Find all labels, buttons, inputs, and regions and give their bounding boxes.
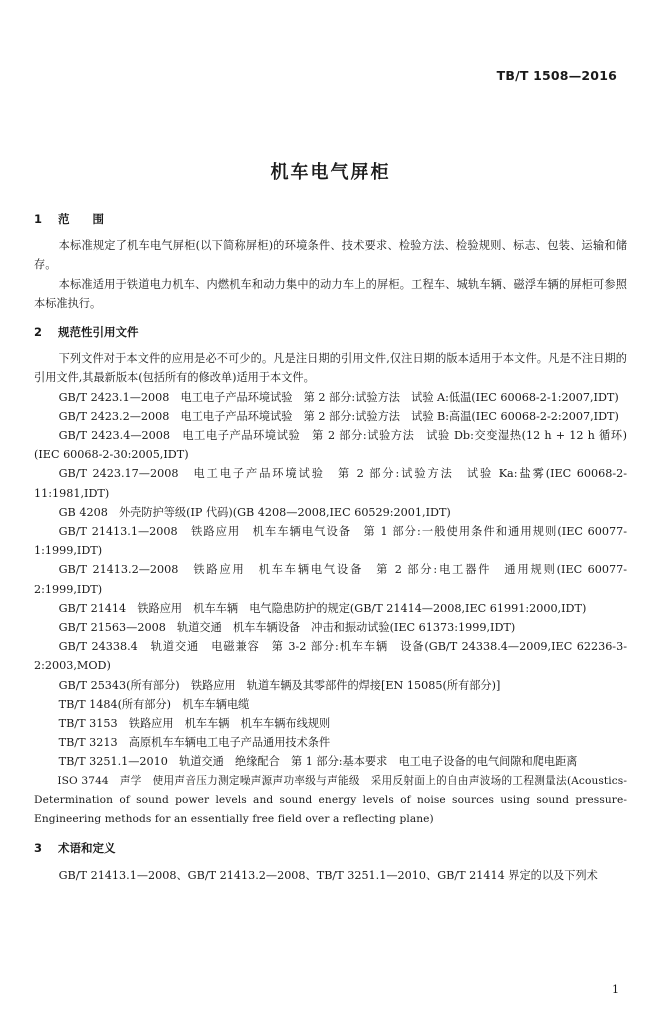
reference-item: TB/T 3251.1—2010 轨道交通 绝缘配合 第 1 部分:基本要求 电工电子设备的电气间隙和爬电距离 <box>58 755 578 769</box>
paragraph: 本标准适用于铁道电力机车、内燃机车和动力集中的动力车上的屏柜。工程车、城轨车辆、磁浮车辆的屏柜可参照本标准执行。 <box>34 277 627 310</box>
section-number: 3 <box>34 841 43 856</box>
section-number: 2 <box>34 325 43 340</box>
section-heading-3 <box>34 839 627 858</box>
document-body <box>34 210 627 885</box>
section-title: 术语和定义 <box>58 841 116 856</box>
reference-item: GB/T 21413.2—2008 铁路应用 机车车辆电气设备 第 2 部分:电工器件 通用规则(IEC 60077-2:1999,IDT) <box>34 563 627 596</box>
reference-item: GB/T 2423.2—2008 电工电子产品环境试验 第 2 部分:试验方法 试验 B:高温(IEC 60068-2-2:2007,IDT) <box>58 409 619 423</box>
page-number: 1 <box>612 983 619 996</box>
reference-item: GB/T 25343(所有部分) 铁路应用 轨道车辆及其零部件的焊接[EN 15085(所有部分)] <box>58 678 501 692</box>
section-number: 1 <box>34 212 43 226</box>
reference-item: GB/T 2423.17—2008 电工电子产品环境试验 第 2 部分:试验方法 试验 Ka:盐雾(IEC 60068-2-11:1981,IDT) <box>34 467 627 500</box>
section-heading-2 <box>34 323 627 342</box>
reference-item: GB/T 21563—2008 轨道交通 机车车辆设备 冲击和振动试验(IEC 61373:1999,IDT) <box>58 621 516 635</box>
reference-item: GB/T 2423.4—2008 电工电子产品环境试验 第 2 部分:试验方法 试验 Db:交变湿热(12 h + 12 h 循环)(IEC 60068-2-30:2005,IDT) <box>34 429 627 462</box>
section-heading-1 <box>34 210 627 229</box>
section-title: 规范性引用文件 <box>58 325 139 340</box>
paragraph: 本标准规定了机车电气屏柜(以下简称屏柜)的环境条件、技术要求、检验方法、检验规则、标志、包装、运输和储存。 <box>34 239 627 272</box>
reference-item: GB/T 24338.4 轨道交通 电磁兼容 第 3-2 部分:机车车辆 设备(GB/T 24338.4—2009,IEC 62236-3-2:2003,MOD) <box>34 640 627 673</box>
reference-item: TB/T 1484(所有部分) 机车车辆电缆 <box>58 697 250 711</box>
standard-code-header: TB/T 1508—2016 <box>496 68 617 83</box>
reference-item: GB 4208 外壳防护等级(IP 代码)(GB 4208—2008,IEC 60529:2001,IDT) <box>58 505 451 519</box>
reference-item: GB/T 2423.1—2008 电工电子产品环境试验 第 2 部分:试验方法 试验 A:低温(IEC 60068-2-1:2007,IDT) <box>58 390 619 404</box>
paragraph: 下列文件对于本文件的应用是必不可少的。凡是注日期的引用文件,仅注日期的版本适用于本文件。凡是不注日期的引用文件,其最新版本(包括所有的修改单)适用于本文件。 <box>34 352 627 385</box>
reference-item: TB/T 3153 铁路应用 机车车辆 机车车辆布线规则 <box>58 717 331 731</box>
reference-item: GB/T 21413.1—2008 铁路应用 机车车辆电气设备 第 1 部分:一般使用条件和通用规则(IEC 60077-1:1999,IDT) <box>34 525 627 558</box>
reference-item: TB/T 3213 高原机车车辆电工电子产品通用技术条件 <box>58 736 331 750</box>
section-title: 范 围 <box>58 212 104 226</box>
page-title: 机车电气屏柜 <box>270 162 391 183</box>
paragraph: GB/T 21413.1—2008、GB/T 21413.2—2008、TB/T 3251.1—2010、GB/T 21414 界定的以及下列术 <box>58 868 598 882</box>
reference-item: ISO 3744 声学 使用声音压力测定噪声源声功率级与声能级 采用反射面上的自由声波场的工程测量法(Acoustics-Determination of sound power levels and sound energy levels of noise sources using sound pressure-Engineering methods for an essentially free field over a reflecting plane) <box>34 774 627 826</box>
reference-item: GB/T 21414 铁路应用 机车车辆 电气隐患防护的规定(GB/T 21414—2008,IEC 61991:2000,IDT) <box>58 601 587 615</box>
